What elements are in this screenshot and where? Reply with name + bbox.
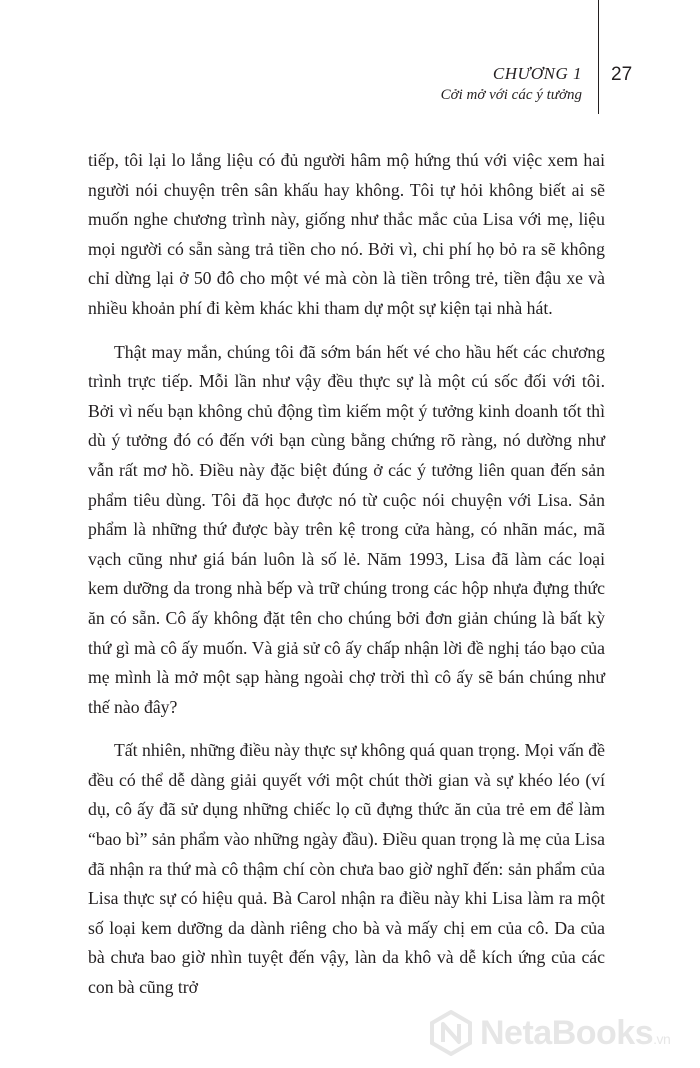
paragraph-2: Thật may mắn, chúng tôi đã sớm bán hết vé cho hầu hết các chương trình trực tiếp. Mỗi lần như vậy đều thực sự là một cú sốc đối với tôi. Bởi vì nếu bạn không chủ động tìm kiếm một ý tưởng kinh doanh tốt thì dù ý tưởng đó có đến với bạn cùng bằng chứng rõ ràng, nó dường như vẫn rất mơ hồ. Điều này đặc biệt đúng ở các ý tưởng liên quan đến sản phẩm tiêu dùng. Tôi đã học được nó từ cuộc nói chuyện với Lisa. Sản phẩm là những thứ được bày trên kệ trong cửa hàng, có nhãn mác, mã vạch cũng như giá bán luôn là số lẻ. Năm 1993, Lisa đã làm các loại kem dưỡng da trong nhà bếp và trữ chúng trong các hộp nhựa đựng thức ăn có sẵn. Cô ấy không đặt tên cho chúng bởi đơn giản chúng là bất kỳ thứ gì mà cô ấy muốn. Và giả sử cô ấy chấp nhận lời đề nghị táo bạo của mẹ mình là mở một sạp hàng ngoài chợ trời thì cô ấy sẽ bán chúng như thế nào đây? — [88, 341, 605, 717]
header-divider — [598, 0, 599, 114]
watermark-text — [480, 1014, 670, 1053]
watermark-suffix: .vn — [653, 1031, 671, 1047]
chapter-label: CHƯƠNG 1 — [492, 64, 582, 83]
netabooks-logo-icon — [428, 1010, 474, 1056]
chapter-title: Cởi mở với các ý tưởng — [440, 87, 582, 103]
paragraph-3: Tất nhiên, những điều này thực sự không quá quan trọng. Mọi vấn đề đều có thể dễ dàng giải quyết với một chút thời gian và sự khéo léo (ví dụ, cô ấy đã sử dụng những chiếc lọ cũ đựng thức ăn của trẻ em để làm “bao bì” sản phẩm vào những ngày đầu). Điều quan trọng là mẹ của Lisa đã nhận ra thứ mà cô thậm chí còn chưa bao giờ nghĩ đến: sản phẩm của Lisa thực sự có hiệu quả. Bà Carol nhận ra điều này khi Lisa làm ra một số loại kem dưỡng da dành riêng cho bà và mấy chị em của cô. Da của bà chưa bao giờ nhìn tuyệt đến vậy, làn da khô và dễ kích ứng của các con bà cũng trở — [88, 740, 606, 998]
watermark-name: NetaBooks — [480, 1014, 654, 1052]
watermark — [428, 1008, 690, 1060]
paragraph-1: tiếp, tôi lại lo lắng liệu có đủ người hâm mộ hứng thú với việc xem hai người nói chuyện trên sân khấu hay không. Tôi tự hỏi không biết ai sẽ muốn nghe chương trình này, giống như thắc mắc của Lisa với mẹ, liệu mọi người có sẵn sàng trả tiền cho nó. Bởi vì, chi phí họ bỏ ra sẽ không chỉ dừng lại ở 50 đô cho một vé mà còn là tiền trông trẻ, tiền đậu xe và nhiều khoản phí đi kèm khác khi tham dự một sự kiện tại nhà hát. — [88, 150, 605, 318]
body-text — [88, 146, 605, 1017]
page-number: 27 — [611, 64, 633, 85]
running-header — [262, 64, 582, 106]
